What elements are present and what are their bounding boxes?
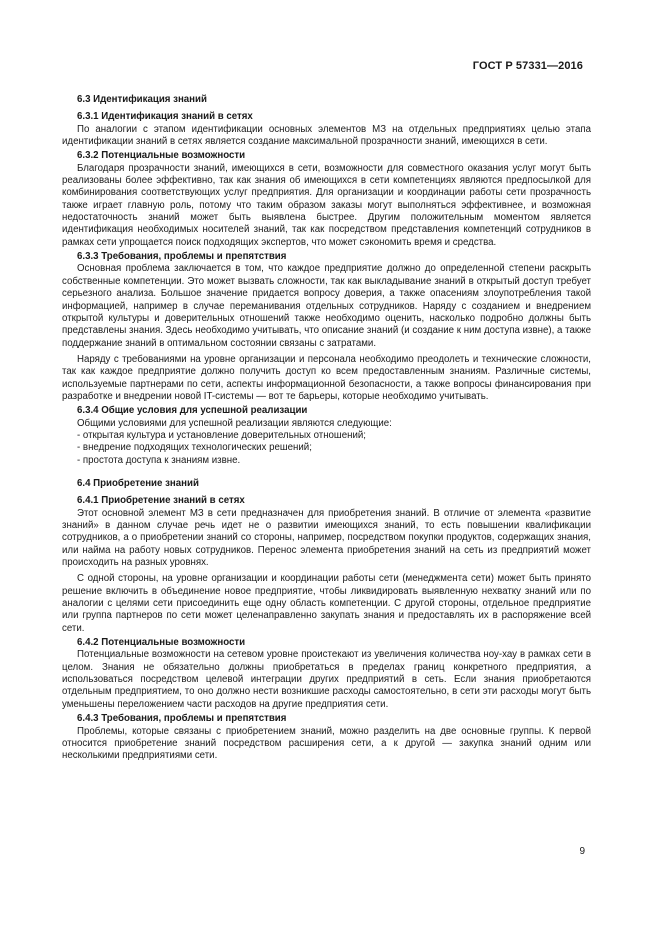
subsection-heading: 6.4.1 Приобретение знаний в сетях (77, 495, 245, 507)
page-number: 9 (579, 846, 585, 857)
subsection-heading: 6.4.3 Требования, проблемы и препятствия (77, 713, 287, 725)
paragraph: По аналогии с этапом идентификации основных элементов МЗ на отдельных предприятиях целью этапа идентификации знаний в сетях является создание максимальной прозрачности знаний, имеющихся в сети. (62, 123, 591, 148)
paragraph: Проблемы, которые связаны с приобретением знаний, можно разделить на две основные группы. К первой относится приобретение знаний посредством расширения сети, а к другой — закупка знаний одним или несколькими предприятиями сети. (62, 725, 591, 762)
subsection-heading: 6.3.1 Идентификация знаний в сетях (77, 111, 253, 123)
section-heading: 6.4 Приобретение знаний (77, 477, 199, 489)
paragraph: Наряду с требованиями на уровне организации и персонала необходимо преодолеть и технические сложности, так как каждое предприятие должно получить доступ ко всем предоставленным знаниям. Различные системы, используемые партнерами по сети, аспекты информационной безопасности, а также вопросы финансирования при разработке и внедрении новой IT-системы — вот те барьеры, которые необходимо учитывать. (62, 353, 591, 402)
paragraph: Этот основной элемент МЗ в сети предназначен для приобретения знаний. В отличие от элемента «развитие знаний» в данном случае речь идет не о развитии имеющихся знаний, то есть повышении квалификации сотрудников, а о приобретении знаний со стороны, например, посредством покупки продуктов, содержащих знания, или найма на работу новых сотрудников. Перенос элемента приобретения знаний на сеть из предприятий может происходить на разных уровнях. (62, 507, 591, 569)
paragraph: Потенциальные возможности на сетевом уровне проистекают из увеличения количества ноу-хау в рамках сети в целом. Знания не обязательно должны приобретаться в пределах границ конкретного предприятия, а использоваться посредством целевой интеграции других предприятий в сеть. Если знания приобретаются отдельным предприятием, то оно должно нести возникшие расходы самостоятельно, в сети эти расходы могут быть уменьшены переложением части расходов на другие предприятия сети. (62, 649, 591, 710)
paragraph: С одной стороны, на уровне организации и координации работы сети (менеджмента сети) может быть принято решение включить в объединение новое предприятие, чтобы ликвидировать выявленную нехватку знаний или по аналогии с целями сети присоединить еще одну область компетенции. С другой стороны, отдельное предприятие или группа партнеров по сети может целенаправленно закупать знания и предоставлять их в распоряжение всей сети. (62, 573, 591, 634)
list-item: - простота доступа к знаниям извне. (77, 454, 241, 466)
paragraph: Основная проблема заключается в том, что каждое предприятие должно до определенной степени раскрыть собственные компетенции. Это может вызвать сложности, так как выкладывание знаний в открытый доступ требует серьезного анализа. Большое значение придается вопросу доверия, а также опасениям злоупотребления такой информацией, например в случае переманивания отдельных сотрудников. Наряду с созданием и внедрением открытой культуры и доверительных отношений также необходимо оценить, насколько подробно должны быть представлены знания. Здесь необходимо учитывать, что описание знаний (и создание к ним доступа извне), а также поддержание знаний в оптимальном состоянии связаны с затратами. (62, 263, 591, 349)
subsection-heading: 6.3.2 Потенциальные возможности (77, 150, 246, 162)
document-body (62, 94, 591, 763)
paragraph: Благодаря прозрачности знаний, имеющихся в сети, возможности для совместного оказания услуг могут быть реализованы более эффективно, так как знания об имеющихся в сети компетенциях являются предпосылкой для комбинирования соответствующих услуг предприятия. Для организации и координации работы сети прозрачность также играет главную роль, потому что таким образом заказы могут выполняться эффективнее, и возможная недостаточность знаний может быть выявлена быстрее. Другим положительным моментом является идентификация необходимых носителей знаний, так как посредством представления компетенций сотрудников в рамках сети упрощается поиск подходящих экспертов, что может сэкономить время и средства. (62, 162, 591, 248)
document-code: ГОСТ Р 57331—2016 (472, 60, 583, 72)
section-heading: 6.3 Идентификация знаний (77, 94, 207, 105)
subsection-heading: 6.3.4 Общие условия для успешной реализации (77, 405, 308, 417)
list-item: - открытая культура и установление доверительных отношений; (77, 429, 366, 441)
list-item: - внедрение подходящих технологических решений; (77, 442, 312, 454)
subsection-heading: 6.3.3 Требования, проблемы и препятствия (77, 251, 287, 263)
subsection-heading: 6.4.2 Потенциальные возможности (77, 637, 246, 649)
paragraph: Общими условиями для успешной реализации являются следующие: (77, 417, 392, 429)
